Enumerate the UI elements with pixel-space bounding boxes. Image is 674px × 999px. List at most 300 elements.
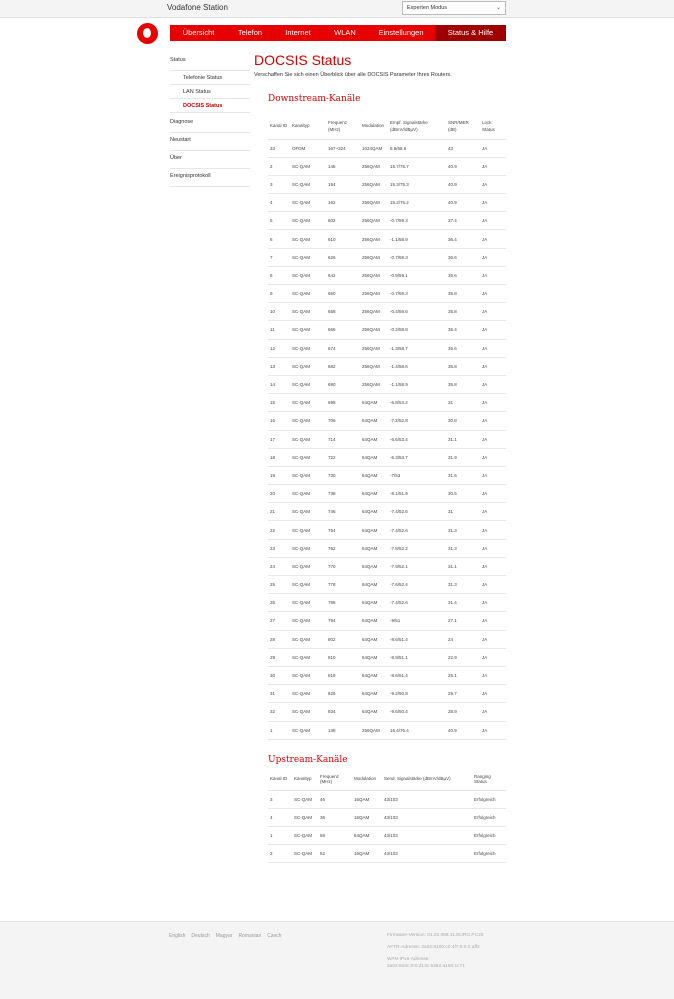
- table-cell: 28.9: [446, 703, 480, 721]
- table-cell: 36.4: [446, 321, 480, 339]
- table-cell: 730: [326, 466, 360, 484]
- table-cell: 802: [326, 630, 360, 648]
- table-row: [268, 703, 506, 721]
- table-cell: Erfolgreich: [472, 808, 506, 826]
- table-cell: SC-QAM: [292, 845, 318, 863]
- table-cell: 14: [268, 375, 290, 393]
- table-cell: 706: [326, 412, 360, 430]
- table-cell: 738: [326, 485, 360, 503]
- table-cell: 30: [268, 666, 290, 684]
- language-link-2[interactable]: Magyar: [215, 933, 233, 939]
- table-row: [268, 448, 506, 466]
- table-row: [268, 685, 506, 703]
- table-cell: JA: [480, 321, 506, 339]
- table-cell: 25: [268, 576, 290, 594]
- table-row: [268, 430, 506, 448]
- table-row: [268, 285, 506, 303]
- language-links: [169, 933, 281, 939]
- language-link-3[interactable]: Romanian: [238, 933, 262, 939]
- table-cell: 30.8: [446, 412, 480, 430]
- table-cell: 690: [326, 375, 360, 393]
- table-cell: 59: [318, 826, 352, 844]
- table-cell: 13: [268, 357, 290, 375]
- table-cell: JA: [480, 375, 506, 393]
- table-cell: 40.9: [446, 157, 480, 175]
- table-cell: SC-QAM: [290, 212, 326, 230]
- table-cell: 31: [446, 503, 480, 521]
- nav-item-3[interactable]: WLAN: [334, 28, 356, 37]
- nav-item-2[interactable]: Internet: [285, 28, 311, 37]
- table-cell: 15.3/75.3: [388, 175, 446, 193]
- table-cell: 714: [326, 430, 360, 448]
- table-cell: 43: [446, 139, 480, 157]
- table-cell: 256QAM: [360, 175, 388, 193]
- table-cell: 64QAM: [360, 557, 388, 575]
- firmware-version: Firmware-Version: 01.02.068.11.EURO.PC20: [387, 933, 484, 938]
- table-cell: -1.1/58.9: [388, 230, 446, 248]
- table-cell: 18: [268, 448, 290, 466]
- downstream-header-2: Frequenz (MHz): [326, 113, 360, 139]
- table-cell: 2: [268, 845, 292, 863]
- table-cell: JA: [480, 394, 506, 412]
- chevron-down-icon: ⌄: [495, 5, 501, 11]
- table-cell: 810: [326, 648, 360, 666]
- table-cell: JA: [480, 157, 506, 175]
- upstream-header-1: Kanaltyp: [292, 768, 318, 790]
- language-link-4[interactable]: Czech: [267, 933, 282, 939]
- main-content: [254, 52, 510, 857]
- table-cell: 146: [326, 157, 360, 175]
- aftr-address: AFTR-Adresse: 2a02:8100:c0:4f7:0:0:2:aff2: [387, 945, 480, 950]
- table-cell: 256QAM: [360, 194, 388, 212]
- table-cell: SC-QAM: [290, 375, 326, 393]
- table-cell: 25.1: [446, 666, 480, 684]
- table-cell: JA: [480, 285, 506, 303]
- sidebar-item-neustart[interactable]: Neustart: [170, 133, 250, 151]
- mode-select[interactable]: [402, 1, 506, 15]
- table-cell: 64QAM: [360, 412, 388, 430]
- nav-item-4[interactable]: Einstellungen: [378, 28, 424, 37]
- table-cell: -8.6/51.4: [388, 630, 446, 648]
- table-cell: 610: [326, 230, 360, 248]
- table-cell: 256QAM: [360, 375, 388, 393]
- table-cell: 256QAM: [360, 230, 388, 248]
- table-cell: -9/51: [388, 612, 446, 630]
- table-cell: 3: [268, 790, 292, 808]
- table-cell: SC-QAM: [290, 266, 326, 284]
- table-cell: Erfolgreich: [472, 826, 506, 844]
- table-row: [268, 521, 506, 539]
- table-cell: 31: [268, 685, 290, 703]
- table-cell: 8: [268, 266, 290, 284]
- table-cell: -7.8/52.2: [388, 539, 446, 557]
- table-cell: 23: [268, 539, 290, 557]
- table-cell: -7.4/52.6: [388, 594, 446, 612]
- table-cell: 28: [268, 630, 290, 648]
- sidebar-item-ereignisprotokoll[interactable]: Ereignisprotokoll: [170, 169, 250, 187]
- table-cell: 778: [326, 576, 360, 594]
- table-cell: 20: [268, 485, 290, 503]
- table-cell: JA: [480, 557, 506, 575]
- table-row: [268, 139, 506, 157]
- table-row: [268, 826, 506, 844]
- table-cell: 256QAM: [360, 285, 388, 303]
- table-row: [268, 612, 506, 630]
- table-cell: 8.6/68.6: [388, 139, 446, 157]
- table-cell: 826: [326, 685, 360, 703]
- nav-item-0[interactable]: Übersicht: [182, 28, 215, 37]
- table-cell: 31.1: [446, 430, 480, 448]
- table-cell: 1: [268, 721, 290, 739]
- table-cell: 746: [326, 503, 360, 521]
- table-cell: -8.6/51.4: [388, 666, 446, 684]
- table-cell: 256QAM: [360, 248, 388, 266]
- table-cell: 43/103: [382, 845, 472, 863]
- table-cell: 15.7/75.7: [388, 157, 446, 175]
- table-row: [268, 557, 506, 575]
- table-cell: JA: [480, 339, 506, 357]
- table-cell: 31.3: [446, 576, 480, 594]
- table-cell: 17: [268, 430, 290, 448]
- table-cell: SC-QAM: [290, 157, 326, 175]
- table-cell: -9.6/50.4: [388, 703, 446, 721]
- table-cell: 722: [326, 448, 360, 466]
- sidebar-item-ueber[interactable]: Über: [170, 151, 250, 169]
- table-cell: 2: [268, 157, 290, 175]
- table-cell: 16QAM: [352, 845, 382, 863]
- table-row: [268, 175, 506, 193]
- table-cell: JA: [480, 594, 506, 612]
- table-cell: SC-QAM: [290, 703, 326, 721]
- table-cell: 31.3: [446, 539, 480, 557]
- table-row: [268, 808, 506, 826]
- table-cell: -9.2/50.8: [388, 685, 446, 703]
- sidebar-item-docsis-status[interactable]: DOCSIS Status: [170, 99, 250, 113]
- table-cell: SC-QAM: [290, 666, 326, 684]
- table-cell: SC-QAM: [290, 357, 326, 375]
- table-cell: SC-QAM: [290, 248, 326, 266]
- table-row: [268, 539, 506, 557]
- table-cell: SC-QAM: [290, 303, 326, 321]
- table-cell: JA: [480, 485, 506, 503]
- table-cell: JA: [480, 466, 506, 484]
- table-cell: 27: [268, 612, 290, 630]
- table-cell: 626: [326, 248, 360, 266]
- table-cell: 64QAM: [360, 394, 388, 412]
- downstream-header-4: Empf. Signalstärke (dBmV/dBµV): [388, 113, 446, 139]
- table-cell: 1024QAM: [360, 139, 388, 157]
- table-cell: 658: [326, 303, 360, 321]
- table-cell: 3: [268, 175, 290, 193]
- table-cell: JA: [480, 521, 506, 539]
- table-cell: 167~324: [326, 139, 360, 157]
- sidebar-item-status[interactable]: Status: [170, 53, 250, 71]
- table-cell: JA: [480, 139, 506, 157]
- downstream-header-6: Lock Status: [480, 113, 506, 139]
- table-cell: 40.9: [446, 194, 480, 212]
- table-cell: JA: [480, 194, 506, 212]
- table-cell: 43/103: [382, 826, 472, 844]
- table-cell: Erfolgreich: [472, 790, 506, 808]
- table-cell: 64QAM: [360, 685, 388, 703]
- table-cell: 64QAM: [360, 485, 388, 503]
- table-cell: -6.6/53.4: [388, 430, 446, 448]
- table-cell: 22.9: [446, 648, 480, 666]
- table-cell: -6.8/53.2: [388, 394, 446, 412]
- table-cell: -7.2/52.8: [388, 412, 446, 430]
- table-cell: 666: [326, 321, 360, 339]
- table-cell: 786: [326, 594, 360, 612]
- table-cell: 6: [268, 230, 290, 248]
- table-cell: 24: [268, 557, 290, 575]
- table-row: [268, 485, 506, 503]
- table-cell: -7.4/52.6: [388, 503, 446, 521]
- table-cell: JA: [480, 212, 506, 230]
- table-row: [268, 339, 506, 357]
- table-cell: -0.7/59.3: [388, 285, 446, 303]
- table-row: [268, 394, 506, 412]
- table-cell: 682: [326, 357, 360, 375]
- table-cell: 256QAM: [360, 266, 388, 284]
- table-cell: JA: [480, 666, 506, 684]
- table-cell: 64QAM: [352, 826, 382, 844]
- table-cell: 16: [268, 412, 290, 430]
- table-cell: 64QAM: [360, 430, 388, 448]
- table-cell: JA: [480, 721, 506, 739]
- table-cell: 35.8: [446, 303, 480, 321]
- table-cell: SC-QAM: [290, 685, 326, 703]
- table-cell: SC-QAM: [290, 630, 326, 648]
- table-cell: 5: [268, 212, 290, 230]
- table-cell: 30.5: [446, 485, 480, 503]
- table-cell: 16QAM: [352, 790, 382, 808]
- table-cell: 46: [318, 790, 352, 808]
- table-cell: -8.9/51.1: [388, 648, 446, 666]
- table-row: [268, 630, 506, 648]
- table-cell: JA: [480, 612, 506, 630]
- table-cell: -1.4/58.6: [388, 357, 446, 375]
- table-cell: SC-QAM: [290, 576, 326, 594]
- upstream-header-5: Ranging Status: [472, 768, 506, 790]
- table-cell: 32: [268, 703, 290, 721]
- table-cell: SC-QAM: [290, 594, 326, 612]
- table-cell: SC-QAM: [290, 430, 326, 448]
- table-cell: JA: [480, 303, 506, 321]
- table-cell: 19: [268, 466, 290, 484]
- table-cell: 43/103: [382, 790, 472, 808]
- table-cell: SC-QAM: [290, 521, 326, 539]
- table-cell: SC-QAM: [292, 790, 318, 808]
- table-row: [268, 303, 506, 321]
- table-row: [268, 321, 506, 339]
- table-cell: 15.2/75.2: [388, 194, 446, 212]
- table-cell: 35.8: [446, 357, 480, 375]
- table-cell: 256QAM: [360, 157, 388, 175]
- page-title: DOCSIS Status: [254, 52, 352, 68]
- table-cell: 64QAM: [360, 703, 388, 721]
- table-cell: 36: [318, 808, 352, 826]
- language-link-1[interactable]: Deutsch: [191, 933, 210, 939]
- table-cell: -1.1/58.9: [388, 375, 446, 393]
- main-nav: [170, 25, 506, 41]
- table-cell: SC-QAM: [290, 466, 326, 484]
- table-row: [268, 721, 506, 739]
- table-cell: 31.3: [446, 521, 480, 539]
- downstream-table: [268, 113, 506, 740]
- table-cell: 64QAM: [360, 576, 388, 594]
- table-row: [268, 412, 506, 430]
- table-cell: 16QAM: [352, 808, 382, 826]
- table-row: [268, 357, 506, 375]
- table-cell: -1.3/58.7: [388, 339, 446, 357]
- table-cell: -7.9/52.1: [388, 557, 446, 575]
- table-cell: 138: [326, 721, 360, 739]
- table-cell: 256QAM: [360, 212, 388, 230]
- table-cell: 754: [326, 521, 360, 539]
- table-cell: 834: [326, 703, 360, 721]
- table-row: [268, 212, 506, 230]
- table-cell: 64QAM: [360, 521, 388, 539]
- table-cell: 4: [268, 808, 292, 826]
- table-cell: JA: [480, 357, 506, 375]
- nav-item-1[interactable]: Telefon: [237, 28, 263, 37]
- table-cell: 64QAM: [360, 503, 388, 521]
- table-cell: 650: [326, 285, 360, 303]
- table-row: [268, 248, 506, 266]
- table-cell: SC-QAM: [292, 826, 318, 844]
- table-row: [268, 648, 506, 666]
- table-cell: SC-QAM: [290, 648, 326, 666]
- table-cell: SC-QAM: [290, 485, 326, 503]
- table-cell: 31.9: [446, 448, 480, 466]
- footer: [0, 921, 674, 999]
- table-cell: SC-QAM: [290, 194, 326, 212]
- table-row: [268, 503, 506, 521]
- wan-ipv6-label: WAN-IPv6-Adresse:: [387, 957, 430, 962]
- table-cell: 31.4: [446, 594, 480, 612]
- table-cell: 64QAM: [360, 594, 388, 612]
- table-cell: 256QAM: [360, 339, 388, 357]
- table-cell: 64QAM: [360, 612, 388, 630]
- table-cell: -0.2/59.8: [388, 321, 446, 339]
- table-cell: 40.9: [446, 721, 480, 739]
- table-cell: 31.6: [446, 466, 480, 484]
- table-cell: 21: [268, 503, 290, 521]
- table-cell: JA: [480, 630, 506, 648]
- sidebar-item-diagnose[interactable]: Diagnose: [170, 115, 250, 133]
- table-cell: 794: [326, 612, 360, 630]
- table-cell: 35.8: [446, 285, 480, 303]
- table-cell: JA: [480, 448, 506, 466]
- upstream-header-4: Send. Signalstärke (dBmV/dBµV): [382, 768, 472, 790]
- nav-item-5[interactable]: Status & Hilfe: [435, 25, 506, 41]
- downstream-title: Downstream-Kanäle: [268, 94, 361, 104]
- table-cell: SC-QAM: [290, 539, 326, 557]
- language-link-0[interactable]: English: [169, 933, 186, 939]
- station-title: Vodafone Station: [167, 3, 228, 12]
- table-cell: -0.9/59.1: [388, 266, 446, 284]
- table-cell: SC-QAM: [290, 339, 326, 357]
- downstream-header-0: Kanal ID: [268, 113, 290, 139]
- table-row: [268, 157, 506, 175]
- table-cell: SC-QAM: [290, 230, 326, 248]
- table-cell: SC-QAM: [290, 612, 326, 630]
- upstream-title: Upstream-Kanäle: [268, 755, 348, 765]
- table-cell: 40.9: [446, 175, 480, 193]
- table-cell: 818: [326, 666, 360, 684]
- table-cell: 52: [318, 845, 352, 863]
- table-cell: 64QAM: [360, 448, 388, 466]
- table-cell: 24: [446, 630, 480, 648]
- table-cell: SC-QAM: [290, 557, 326, 575]
- table-cell: JA: [480, 230, 506, 248]
- table-cell: -0.7/59.3: [388, 212, 446, 230]
- table-cell: JA: [480, 685, 506, 703]
- table-cell: JA: [480, 412, 506, 430]
- table-cell: -7/53: [388, 466, 446, 484]
- table-cell: 15: [268, 394, 290, 412]
- table-cell: -0.4/59.6: [388, 303, 446, 321]
- table-cell: 1: [268, 826, 292, 844]
- table-cell: 9: [268, 285, 290, 303]
- table-cell: JA: [480, 539, 506, 557]
- table-cell: 35.8: [446, 375, 480, 393]
- table-cell: 64QAM: [360, 466, 388, 484]
- wan-ipv6-value: 2a02:810c:0:0:d13c:5362:a150:1c71: [387, 964, 465, 969]
- table-cell: 36.4: [446, 230, 480, 248]
- table-cell: 43/103: [382, 808, 472, 826]
- table-cell: SC-QAM: [290, 285, 326, 303]
- table-cell: 256QAM: [360, 721, 388, 739]
- table-cell: 256QAM: [360, 321, 388, 339]
- table-row: [268, 594, 506, 612]
- upstream-header-3: Modulation: [352, 768, 382, 790]
- table-row: [268, 230, 506, 248]
- table-cell: 674: [326, 339, 360, 357]
- table-cell: -0.7/59.3: [388, 248, 446, 266]
- table-cell: 64QAM: [360, 630, 388, 648]
- table-row: [268, 845, 506, 863]
- table-cell: 22: [268, 521, 290, 539]
- upstream-header-0: Kanal ID: [268, 768, 292, 790]
- table-cell: JA: [480, 248, 506, 266]
- table-cell: JA: [480, 576, 506, 594]
- sidebar-item-telefonie-status[interactable]: Telefonie Status: [170, 71, 250, 85]
- table-cell: JA: [480, 175, 506, 193]
- table-cell: 602: [326, 212, 360, 230]
- table-cell: 33: [268, 139, 290, 157]
- table-cell: SC-QAM: [292, 808, 318, 826]
- table-cell: -7.4/52.6: [388, 521, 446, 539]
- table-cell: 770: [326, 557, 360, 575]
- table-row: [268, 266, 506, 284]
- table-cell: 29.7: [446, 685, 480, 703]
- table-cell: 35.6: [446, 266, 480, 284]
- vodafone-logo-icon[interactable]: [137, 23, 158, 44]
- table-cell: 12: [268, 339, 290, 357]
- table-cell: 4: [268, 194, 290, 212]
- table-cell: JA: [480, 503, 506, 521]
- table-row: [268, 466, 506, 484]
- table-cell: 762: [326, 539, 360, 557]
- downstream-header-5: SNR/MER (dB): [446, 113, 480, 139]
- table-row: [268, 194, 506, 212]
- page-intro: Verschaffen Sie sich einen Überblick über alle DOCSIS Parameter Ihres Routers.: [254, 72, 452, 78]
- sidebar-item-lan-status[interactable]: LAN Status: [170, 85, 250, 99]
- table-cell: 31: [446, 394, 480, 412]
- sidebar: [170, 53, 250, 187]
- table-cell: 642: [326, 266, 360, 284]
